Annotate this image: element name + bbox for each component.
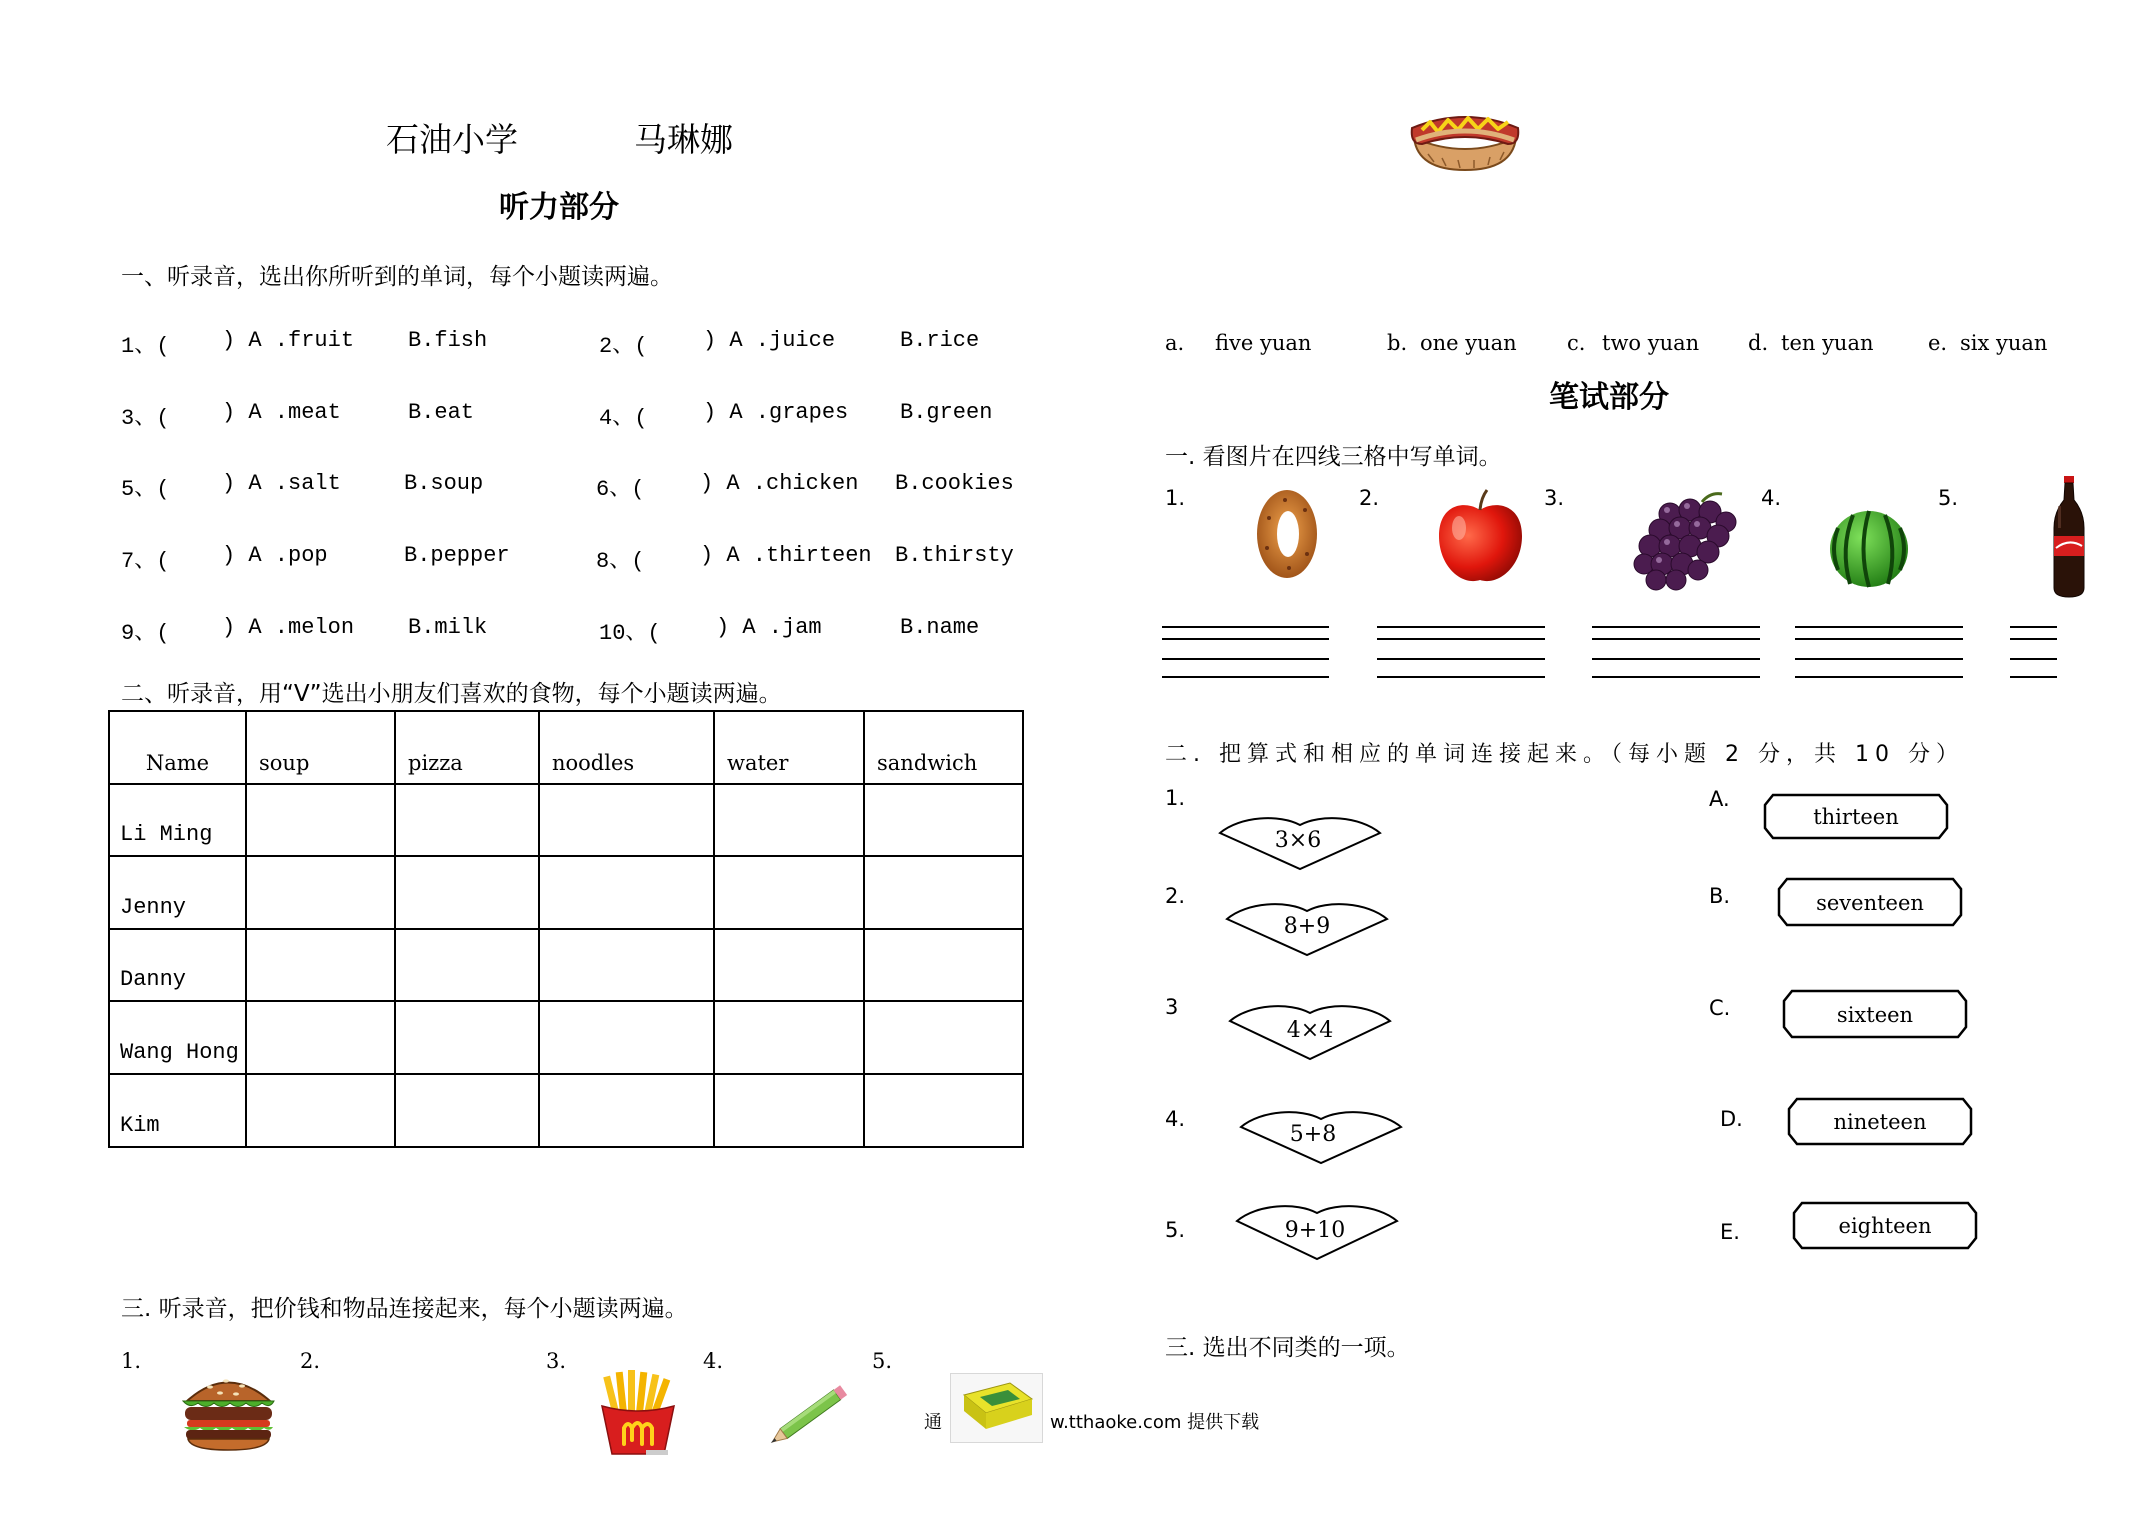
hot-dog-icon [1408, 104, 1522, 173]
word-text: thirteen [1813, 805, 1899, 829]
option-b: B.thirsty [895, 543, 1014, 568]
option-a: ) A .juice [703, 328, 836, 353]
listening-part1-title: 一、听录音，选出你所听到的单词，每个小题读两遍。 [121, 264, 673, 290]
item-number: 1. [121, 1349, 142, 1373]
writing-line [1795, 676, 1963, 678]
writing-grid [1162, 626, 1329, 679]
writing-part1-title: 一. 看图片在四线三格中写单词。 [1165, 444, 1502, 470]
word-box [1792, 1201, 1978, 1250]
option-b: B.name [900, 615, 980, 640]
writing-part2-title: 二. 把算式和相应的单词连接起来。（每小题 2 分，共 10 分） [1165, 742, 1964, 767]
answer-cell [539, 856, 714, 929]
item-number: 5. [872, 1349, 893, 1373]
equation-heart [1225, 899, 1389, 957]
answer-cell [714, 929, 864, 1002]
answer-cell [539, 1001, 714, 1074]
writing-line [2010, 626, 2057, 628]
answer-cell [539, 1074, 714, 1147]
option-b: B.milk [408, 615, 488, 640]
equation-heart [1228, 1001, 1392, 1061]
answer-cell [246, 1001, 395, 1074]
option-b: B.rice [900, 328, 980, 353]
apple-icon [1435, 488, 1526, 587]
word-box [1787, 1097, 1973, 1146]
writing-grid [1377, 626, 1545, 679]
writing-line [1377, 658, 1545, 660]
item-number: 5. [1938, 486, 1959, 510]
word-letter: B. [1709, 884, 1731, 908]
table-header-row [109, 711, 1023, 784]
word-letter: D. [1720, 1107, 1743, 1131]
bagel-icon [1255, 488, 1320, 580]
table-header-name: Name [109, 711, 246, 784]
item-number: 1. [1165, 486, 1186, 510]
option-a: ) A .meat [222, 400, 341, 425]
question-number: 8、( [596, 549, 645, 574]
price-text: five yuan [1215, 331, 1312, 355]
writing-line [2010, 638, 2057, 640]
option-a: ) A .chicken [700, 471, 859, 496]
answer-cell [539, 784, 714, 857]
answer-cell [864, 856, 1023, 929]
answer-cell [714, 784, 864, 857]
option-a: ) A .fruit [222, 328, 355, 353]
option-b: B.soup [404, 471, 484, 496]
writing-line [1162, 676, 1329, 678]
answer-cell [539, 929, 714, 1002]
grapes-icon [1630, 488, 1741, 592]
answer-cell [395, 1001, 539, 1074]
option-a: ) A .melon [222, 615, 355, 640]
question-number: 10、( [599, 621, 661, 646]
question-number: 2、( [599, 334, 648, 359]
price-letter: d. [1748, 331, 1769, 355]
answer-cell [864, 784, 1023, 857]
answer-cell [864, 929, 1023, 1002]
question-number: 3、( [121, 406, 170, 431]
student-name: Kim [109, 1074, 246, 1147]
equation-number: 2. [1165, 884, 1186, 908]
writing-line [1377, 676, 1545, 678]
writing-line [1795, 626, 1963, 628]
option-a: ) A .jam [716, 615, 822, 640]
listening-section-title: 听力部分 [499, 190, 619, 225]
hamburger-icon [180, 1370, 277, 1451]
answer-cell [864, 1074, 1023, 1147]
table-header-soup: soup [246, 711, 395, 784]
word-text: nineteen [1833, 1110, 1927, 1134]
price-letter: e. [1928, 331, 1948, 355]
writing-line [2010, 676, 2057, 678]
food-preference-table [108, 710, 1024, 1148]
writing-line [1377, 626, 1545, 628]
pencil-icon [760, 1378, 857, 1453]
writing-line [1592, 676, 1760, 678]
writing-grid [2010, 626, 2057, 679]
word-text: sixteen [1836, 1003, 1914, 1027]
writing-grid [1795, 626, 1963, 679]
answer-cell [395, 1074, 539, 1147]
option-b: B.cookies [895, 471, 1014, 496]
watermelon-icon [1828, 506, 1910, 589]
equation-text: 3×6 [1274, 828, 1322, 853]
price-letter: b. [1387, 331, 1408, 355]
price-letter: c. [1567, 331, 1586, 355]
word-text: eighteen [1838, 1214, 1932, 1238]
teacher-name: 马琳娜 [634, 120, 733, 159]
answer-cell [714, 856, 864, 929]
option-a: ) A .thirteen [700, 543, 872, 568]
question-number: 7、( [121, 549, 170, 574]
item-number: 4. [1761, 486, 1782, 510]
word-box [1763, 793, 1949, 840]
writing-line [1795, 638, 1963, 640]
option-a: ) A .pop [222, 543, 328, 568]
writing-line [1592, 658, 1760, 660]
answer-cell [246, 1074, 395, 1147]
price-text: two yuan [1602, 331, 1700, 355]
question-number: 4、( [599, 406, 648, 431]
word-letter: A. [1709, 787, 1730, 811]
writing-line [1377, 638, 1545, 640]
item-number: 4. [703, 1349, 724, 1373]
equation-number: 4. [1165, 1107, 1186, 1131]
equation-heart [1239, 1107, 1403, 1165]
equation-text: 8+9 [1283, 914, 1331, 939]
equation-number: 5. [1165, 1218, 1186, 1242]
equation-text: 4×4 [1286, 1018, 1334, 1043]
equation-heart [1218, 813, 1382, 871]
listening-part3-title: 三. 听录音，把价钱和物品连接起来，每个小题读两遍。 [121, 1296, 688, 1322]
footer-source-text: w.tthaoke.com 提供下载 [1050, 1412, 1260, 1433]
student-name: Danny [109, 929, 246, 1002]
table-row [109, 929, 1023, 1002]
answer-cell [395, 784, 539, 857]
option-a: ) A .grapes [703, 400, 849, 425]
price-letter: a. [1165, 331, 1185, 355]
footer-left-text: 通 [924, 1412, 942, 1433]
writing-line [1592, 626, 1760, 628]
item-number: 3. [546, 1349, 567, 1373]
answer-cell [864, 1001, 1023, 1074]
option-b: B.fish [408, 328, 488, 353]
answer-cell [395, 856, 539, 929]
answer-cell [714, 1001, 864, 1074]
question-number: 5、( [121, 477, 170, 502]
word-box [1777, 877, 1963, 927]
writing-line [1795, 658, 1963, 660]
question-number: 6、( [596, 477, 645, 502]
option-b: B.green [900, 400, 993, 425]
writing-line [2010, 658, 2057, 660]
equation-number: 1. [1165, 786, 1186, 810]
word-letter: E. [1720, 1220, 1740, 1244]
table-row [109, 784, 1023, 857]
word-letter: C. [1709, 996, 1731, 1020]
table-row [109, 856, 1023, 929]
item-number: 3. [1544, 486, 1565, 510]
item-number: 2. [1359, 486, 1380, 510]
writing-line [1592, 638, 1760, 640]
writing-line [1162, 638, 1329, 640]
price-text: one yuan [1420, 331, 1517, 355]
listening-part2-title: 二、听录音，用“V”选出小朋友们喜欢的食物，每个小题读两遍。 [121, 681, 782, 707]
question-number: 9、( [121, 621, 170, 646]
answer-cell [395, 929, 539, 1002]
word-box [1782, 989, 1968, 1039]
table-header-pizza: pizza [395, 711, 539, 784]
item-number: 2. [300, 1349, 321, 1373]
option-b: B.pepper [404, 543, 510, 568]
table-row [109, 1001, 1023, 1074]
answer-cell [246, 929, 395, 1002]
price-text: six yuan [1960, 331, 2048, 355]
option-a: ) A .salt [222, 471, 341, 496]
student-name: Wang Hong [109, 1001, 246, 1074]
writing-line [1162, 626, 1329, 628]
writing-part3-title: 三. 选出不同类的一项。 [1165, 1335, 1410, 1361]
equation-text: 5+8 [1289, 1122, 1337, 1147]
word-text: seventeen [1816, 891, 1924, 915]
table-header-noodles: noodles [539, 711, 714, 784]
option-b: B.eat [408, 400, 475, 425]
table-header-water: water [714, 711, 864, 784]
eraser-icon [950, 1373, 1043, 1443]
writing-section-title: 笔试部分 [1549, 380, 1669, 415]
table-header-sandwich: sandwich [864, 711, 1023, 784]
equation-text: 9+10 [1284, 1218, 1346, 1243]
student-name: Li Ming [109, 784, 246, 857]
equation-number: 3 [1165, 995, 1179, 1019]
writing-line [1162, 658, 1329, 660]
student-name: Jenny [109, 856, 246, 929]
answer-cell [246, 784, 395, 857]
writing-grid [1592, 626, 1760, 679]
answer-cell [246, 856, 395, 929]
table-row [109, 1074, 1023, 1147]
french-fries-icon [594, 1370, 682, 1456]
question-number: 1、( [121, 334, 170, 359]
price-text: ten yuan [1781, 331, 1874, 355]
answer-cell [714, 1074, 864, 1147]
equation-heart [1235, 1201, 1399, 1261]
school-name: 石油小学 [386, 120, 518, 159]
cola-bottle-icon [2050, 476, 2088, 599]
